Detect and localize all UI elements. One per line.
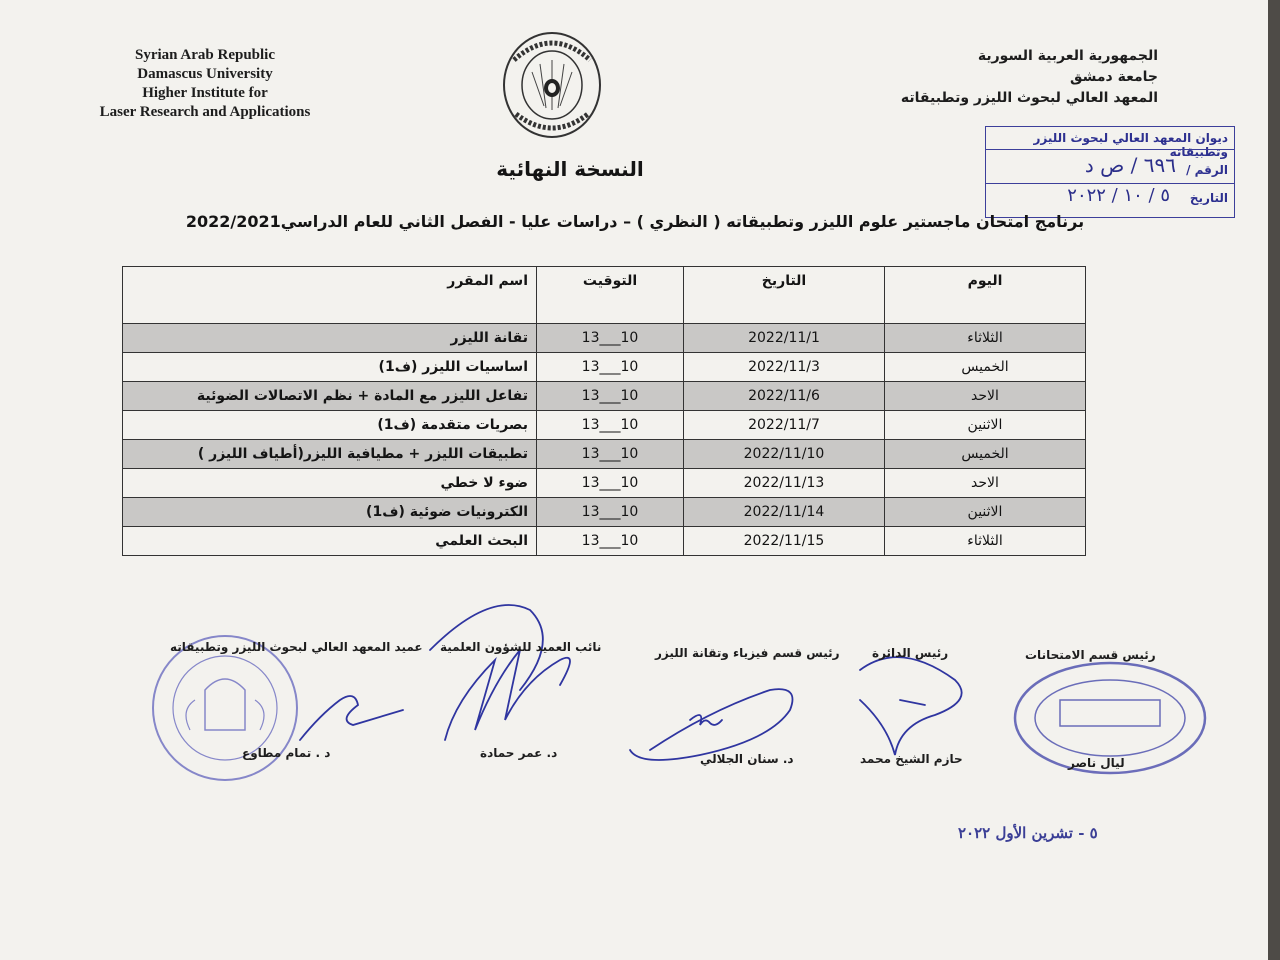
arabic-header-line: المعهد العالي لبحوث الليزر وتطبيقاته	[900, 90, 1158, 106]
cell-course: الكترونيات ضوئية (ف1)	[123, 498, 537, 527]
table-row	[123, 440, 1086, 469]
english-header	[70, 46, 340, 122]
cell-course: بصريات متقدمة (ف1)	[123, 411, 537, 440]
cell-time: 10___13	[537, 353, 684, 382]
table-row	[123, 411, 1086, 440]
header-course: اسم المقرر	[123, 267, 537, 324]
exam-schedule-table	[122, 266, 1086, 556]
background-edge	[1268, 0, 1280, 960]
cell-course: البحث العلمي	[123, 527, 537, 556]
cell-time: 10___13	[537, 440, 684, 469]
exam-schedule-subtitle: برنامج امتحان ماجستير علوم الليزر وتطبيقاته ( النظري ) – دراسات عليا - الفصل الثاني للعام الدراسي2022/2021	[185, 212, 1085, 231]
cell-day: الاثنين	[885, 498, 1086, 527]
arabic-header-line: الجمهورية العربية السورية	[977, 48, 1158, 64]
table-row	[123, 498, 1086, 527]
cell-course: اساسيات الليزر (ف1)	[123, 353, 537, 382]
registry-stamp	[985, 126, 1235, 218]
signatures-and-seals	[0, 560, 1268, 820]
signatory-name: د. عمر حمادة	[480, 746, 558, 760]
cell-date: 2022/11/1	[684, 324, 885, 353]
registry-stamp-title: ديوان المعهد العالي لبحوث الليزر وتطبيقاته	[1033, 131, 1228, 159]
cell-date: 2022/11/15	[684, 527, 885, 556]
registry-date-value: ٥ / ١٠ / ٢٠٢٢	[1067, 185, 1170, 206]
university-logo-icon	[500, 30, 605, 140]
cell-date: 2022/11/10	[684, 440, 885, 469]
cell-day: الاثنين	[885, 411, 1086, 440]
signatory-name: ليال ناصر	[1068, 756, 1125, 770]
header-date: التاريخ	[684, 267, 885, 324]
cell-date: 2022/11/6	[684, 382, 885, 411]
signatory-role: نائب العميد للشؤون العلمية	[440, 640, 602, 654]
english-header-line: Syrian Arab Republic	[134, 47, 276, 63]
header-day: اليوم	[885, 267, 1086, 324]
cell-time: 10___13	[537, 324, 684, 353]
cell-course: تطبيقات الليزر + مطيافية الليزر(أطياف الليزر )	[123, 440, 537, 469]
cell-course: ضوء لا خطي	[123, 469, 537, 498]
english-header-line: Higher Institute for	[142, 85, 268, 101]
arabic-header	[828, 46, 1158, 109]
cell-date: 2022/11/13	[684, 469, 885, 498]
cell-time: 10___13	[537, 498, 684, 527]
cell-time: 10___13	[537, 382, 684, 411]
cell-day: الاحد	[885, 469, 1086, 498]
cell-day: الثلاثاء	[885, 324, 1086, 353]
footer-handwritten-date: ٥ - تشرين الأول ٢٠٢٢	[958, 824, 1098, 842]
table-row	[123, 324, 1086, 353]
cell-day: الخميس	[885, 440, 1086, 469]
cell-date: 2022/11/14	[684, 498, 885, 527]
cell-date: 2022/11/3	[684, 353, 885, 382]
registry-number-label: الرقم /	[1186, 163, 1228, 177]
signatory-role: رئيس قسم الامتحانات	[1025, 648, 1156, 662]
signatory-role: رئيس الدائرة	[872, 646, 949, 660]
cell-day: الخميس	[885, 353, 1086, 382]
signatory-name: د. سنان الجلالي	[700, 752, 794, 766]
table-row	[123, 469, 1086, 498]
table-row	[123, 353, 1086, 382]
arabic-header-line: جامعة دمشق	[1070, 69, 1158, 85]
cell-time: 10___13	[537, 527, 684, 556]
cell-time: 10___13	[537, 411, 684, 440]
signatory-role: رئيس قسم فيزياء وتقانة الليزر	[655, 646, 840, 660]
cell-date: 2022/11/7	[684, 411, 885, 440]
table-row	[123, 382, 1086, 411]
signatory-name: د . تمام مطاوع	[242, 746, 331, 760]
final-copy-title: النسخة النهائية	[496, 157, 644, 181]
cell-course: تقانة الليزر	[123, 324, 537, 353]
registry-number-value: ٦٩٦ / ص د	[1084, 153, 1176, 177]
table-header-row	[123, 267, 1086, 324]
signatory-role: عميد المعهد العالي لبحوث الليزر وتطبيقاته	[170, 640, 423, 654]
header-time: التوقيت	[537, 267, 684, 324]
english-header-line: Damascus University	[137, 66, 273, 82]
cell-course: تفاعل الليزر مع المادة + نظم الاتصالات الضوئية	[123, 382, 537, 411]
cell-day: الاحد	[885, 382, 1086, 411]
english-header-line: Laser Research and Applications	[99, 104, 311, 120]
signatory-name: حازم الشيخ محمد	[860, 752, 963, 766]
cell-time: 10___13	[537, 469, 684, 498]
cell-day: الثلاثاء	[885, 527, 1086, 556]
registry-date-label: التاريخ	[1189, 191, 1228, 205]
table-row	[123, 527, 1086, 556]
